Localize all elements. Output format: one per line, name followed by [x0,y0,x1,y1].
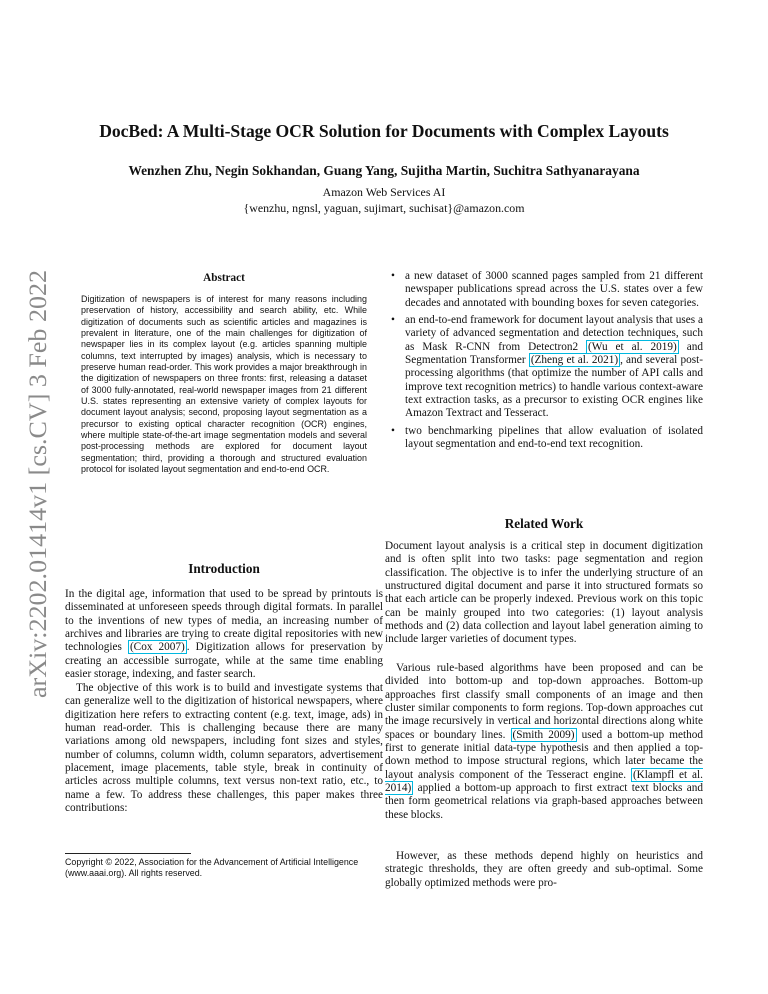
bullet-icon: • [391,270,395,282]
footnote-divider [65,853,191,854]
paper-title: DocBed: A Multi-Stage OCR Solution for Documents with Complex Layouts [99,121,669,141]
citation-zheng-2021[interactable]: (Zheng et al. 2021) [530,354,619,367]
contributions-list [385,270,703,455]
author-emails: {wenzhu, ngnsl, yaguan, sujimart, suchisat}@amazon.com [243,201,525,215]
contribution-item [385,425,703,452]
introduction-paragraph-2: The objective of this work is to build and investigate systems that can generalize well to the digitization of historical newspapers, where digitization here refers to extracting content (e.g. text, image, ads) in human read-order. This is challenging because there are many variations among old newspapers, including font sizes and styles, number of columns, column width, column separators, advertisement placement, image placements, table style, break in continuity of articles across multiple columns, text versus non-text ratio, etc., to name a few. To address these challenges, this paper makes three contributions: [65,682,383,815]
introduction-paragraph-1 [65,588,383,681]
intro-text-b: . Digitization allows for preservation by creating an accessible surrogate, while at the same time enabling easier storage, indexing, and faster search. [65,641,383,681]
arxiv-stamp [12,268,60,698]
contribution-text-b: and Segmentation Transformer [405,340,703,367]
affiliation-block [0,184,768,216]
contribution-text-c: , and several post-processing algorithms (that optimize the number of API calls and improve text recognition metrics) to handle various context-aware text extraction tasks, as a precursor to existing OCR engines like Amazon Textract and Tesseract. [405,354,703,420]
arxiv-stamp-text: arXiv:2202.01414v1 [cs.CV] 3 Feb 2022 [23,278,52,698]
citation-wu-2019[interactable]: (Wu et al. 2019) [588,340,677,353]
related-text-c: applied a bottom-up approach to first extract text blocks and then form geometrical relations via graph-based approaches between these blocks. [385,782,703,821]
contribution-item [385,314,703,421]
affiliation: Amazon Web Services AI [322,185,446,199]
intro-text-a: In the digital age, information that used to be spread by printouts is disseminated at unforeseen speeds through digital formats. In parallel to the inventions of new types of media, an increasing number of archives and libraries are trying to create digital repositories with new technologies [65,588,383,654]
author-list: Wenzhen Zhu, Negin Sokhandan, Guang Yang, Sujitha Martin, Suchitra Sathyanarayana [128,163,640,178]
contribution-text: a new dataset of 3000 scanned pages sampled from 21 different newspaper publications spread across the U.S. states over a few decades and annotated with bounding boxes for seven categories. [405,270,703,309]
citation-cox-2007[interactable]: (Cox 2007) [129,641,185,654]
related-paragraph-1: Document layout analysis is a critical step in document digitization and is often split into two tasks: page segmentation and region classification. The objective is to infer the underlying structure of an unstructured digital document and parse it into structured formats so that each article can be properly indexed. Previous work on this topic can be mainly grouped into two categories: (1) layout analysis methods and (2) data collection and layout label generation aiming to include larger varieties of document types. [385,540,703,646]
abstract-text: Digitization of newspapers is of interest for many reasons including preservation of history, accessibility and search ability, etc. While digitization of documents such as scientific articles and magazines is prevalent in literature, one of the main challenges for digitization of newspaper lies in its complex layout (e.g. articles spanning multiple columns, text interrupted by images) analysis, which is necessary to preserve human read-order. This work provides a major breakthrough in the digitization of newspapers on three fronts: first, releasing a dataset of 3000 fully-annotated, real-world newspaper images from 21 different U.S. states representing an extensive variety of complex layouts for document layout analysis; second, proposing layout segmentation as a precursor to existing optical character recognition (OCR) engines, where multiple state-of-the-art image segmentation models and several post-processing methods are explored for document layout segmentation; third, providing a thorough and structured evaluation protocol for isolated layout segmentation and end-to-end OCR. [81,294,367,475]
citation-klampfl-2014[interactable]: (Klampfl et al. 2014) [385,768,703,795]
related-paragraph-3: However, as these methods depend highly on heuristics and strategic thresholds, they are often greedy and sub-optimal. Some globally optimized methods were pro- [385,850,703,889]
related-text-a: Various rule-based algorithms have been proposed and can be divided into bottom-up and top-down approaches. Bottom-up approaches first classify small components of an image and then cluster similar components to form regions. Top-down approaches cut the image recursively in vertical and horizontal directions along white spaces or boundary lines. [385,662,703,741]
citation-smith-2009[interactable]: (Smith 2009) [512,728,575,741]
contribution-text [405,314,703,419]
related-paragraph-2 [385,662,703,822]
copyright-footnote: Copyright © 2022, Association for the Advancement of Artificial Intelligence (www.aaai.org). All rights reserved. [65,857,359,878]
introduction-heading: Introduction [188,561,260,576]
related-text-b: used a bottom-up method first to generate initial data-type hypothesis and then applied a top-down method to impose structural regions, which later became the layout analysis component of the Tesseract engine. [385,728,703,781]
abstract-heading: Abstract [203,272,245,284]
bullet-icon: • [391,424,395,437]
contribution-text: two benchmarking pipelines that allow evaluation of isolated layout segmentation and end-to-end text recognition. [405,424,703,451]
contribution-text-a: an end-to-end framework for document layout analysis that uses a variety of advanced segmentation and detection techniques, such as Mask R-CNN from Detectron2 [405,314,703,353]
related-work-heading: Related Work [504,516,584,531]
bullet-icon: • [391,314,395,327]
contribution-item [385,270,703,310]
